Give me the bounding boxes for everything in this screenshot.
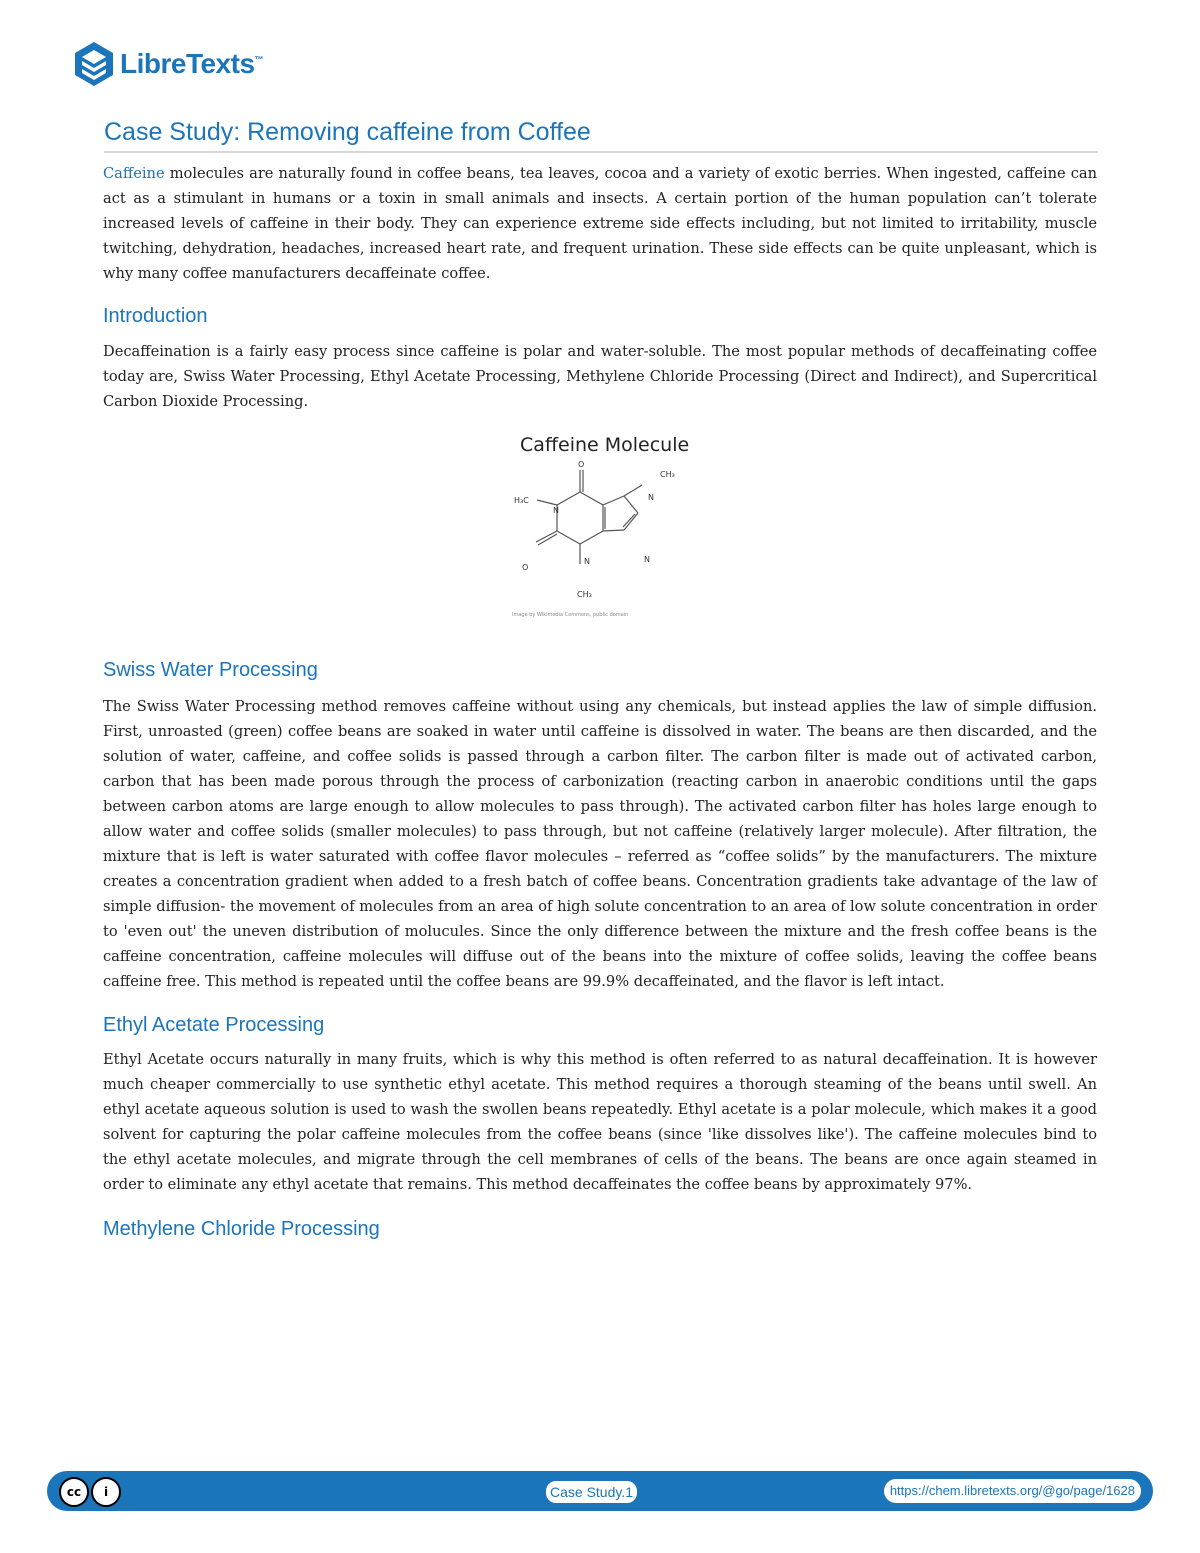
atom-h3c: H₃C xyxy=(514,496,529,505)
attribution-icon: i xyxy=(91,1477,121,1507)
cc-icon: cc xyxy=(59,1477,89,1507)
atom-o-top: O xyxy=(578,460,585,469)
caffeine-link[interactable]: Caffeine xyxy=(103,165,165,182)
ethyl-acetate-heading: Ethyl Acetate Processing xyxy=(103,1014,325,1036)
intro-paragraph: Caffeine molecules are naturally found in coffee beans, tea leaves, cocoa and a variety of exotic berries. When ingested, caffeine can act as a stimulant in humans or a toxin in small animals and insects. A certain portion of the human population can’t tolerate increased levels of caffeine in their body. They can experience extreme side effects including, but not limited to irritability, muscle twitching, dehydration, headaches, increased heart rate, and frequent urination. These side effects can be quite unpleasant, which is why many coffee manufacturers decaffeinate coffee. xyxy=(103,165,1097,282)
atom-n7: N xyxy=(648,493,654,502)
page-number: Case Study.1 xyxy=(545,1480,638,1504)
atom-n3: N xyxy=(584,557,590,566)
methylene-chloride-heading: Methylene Chloride Processing xyxy=(103,1218,380,1240)
figure-title: Caffeine Molecule xyxy=(520,434,690,456)
caffeine-molecule-diagram xyxy=(500,430,710,625)
libretexts-logo[interactable] xyxy=(72,40,263,88)
introduction-heading: Introduction xyxy=(103,305,208,327)
ethyl-acetate-paragraph: Ethyl Acetate occurs naturally in many fruits, which is why this method is often referred to as natural decaffeination. It is however much cheaper commercially to use synthetic ethyl acetate. This method requires a thorough steaming of the beans until swell. An ethyl acetate aqueous solution is used to wash the swollen beans repeatedly. Ethyl acetate is a polar molecule, which makes it a good solvent for capturing the polar caffeine molecules from the coffee beans (since 'like dissolves like'). The caffeine molecules bind to the ethyl acetate molecules, and migrate through the cell membranes of cells of the beans. The beans are once again steamed in order to eliminate any ethyl acetate that remains. This method decaffeinates the coffee beans by approximately 97%. xyxy=(103,1051,1097,1193)
atom-n9: N xyxy=(644,555,650,564)
page-title: Case Study: Removing caffeine from Coffee xyxy=(104,118,1098,153)
atom-n1: N xyxy=(553,506,559,515)
atom-o-left: O xyxy=(522,563,529,572)
figure-caption: Image by Wikimedia Commons, public domain xyxy=(512,612,629,618)
swiss-water-heading: Swiss Water Processing xyxy=(103,659,318,681)
libretexts-logo-icon xyxy=(72,40,116,88)
brand-name: LibreTexts™ xyxy=(120,48,264,79)
atom-ch3-bottom: CH₃ xyxy=(577,590,592,599)
page-footer xyxy=(47,1471,1153,1511)
page-url-link[interactable]: https://chem.libretexts.org/@go/page/1628 xyxy=(884,1479,1141,1503)
introduction-paragraph: Decaffeination is a fairly easy process since caffeine is polar and water-soluble. The most popular methods of decaffeinating coffee today are, Swiss Water Processing, Ethyl Acetate Processing, Methylene Chloride Processing (Direct and Indirect), and Supercritical Carbon Dioxide Processing. xyxy=(103,343,1097,410)
atom-ch3-top: CH₃ xyxy=(660,470,675,479)
caffeine-figure xyxy=(500,430,710,625)
swiss-water-paragraph: The Swiss Water Processing method removes caffeine without using any chemicals, but instead applies the law of simple diffusion. First, unroasted (green) coffee beans are soaked in water until caffeine is dissolved in water. The beans are then discarded, and the solution of water, caffeine, and coffee solids is passed through a carbon filter. The carbon filter is made out of activated carbon, carbon that has been made porous through the process of carbonization (reacting carbon in anaerobic conditions until the gaps between carbon atoms are large enough to allow molecules to pass through). The activated carbon filter has holes large enough to allow water and coffee solids (smaller molecules) to pass through, but not caffeine (relatively larger molecule). After filtration, the mixture that is left is water saturated with coffee flavor molecules – referred as “coffee solids” by the manufacturers. The mixture creates a concentration gradient when added to a fresh batch of coffee beans. Concentration gradients take advantage of the law of simple diffusion- the movement of molecules from an area of high solute concentration to an area of low solute concentration in order to 'even out' the uneven distribution of molucules. Since the only difference between the mixture and the fresh coffee beans is the caffeine concentration, caffeine molecules will diffuse out of the beans into the mixture of coffee solids, leaving the coffee beans caffeine free. This method is repeated until the coffee beans are 99.9% decaffeinated, and the flavor is left intact. xyxy=(103,698,1097,990)
cc-license-badge[interactable] xyxy=(59,1477,123,1507)
